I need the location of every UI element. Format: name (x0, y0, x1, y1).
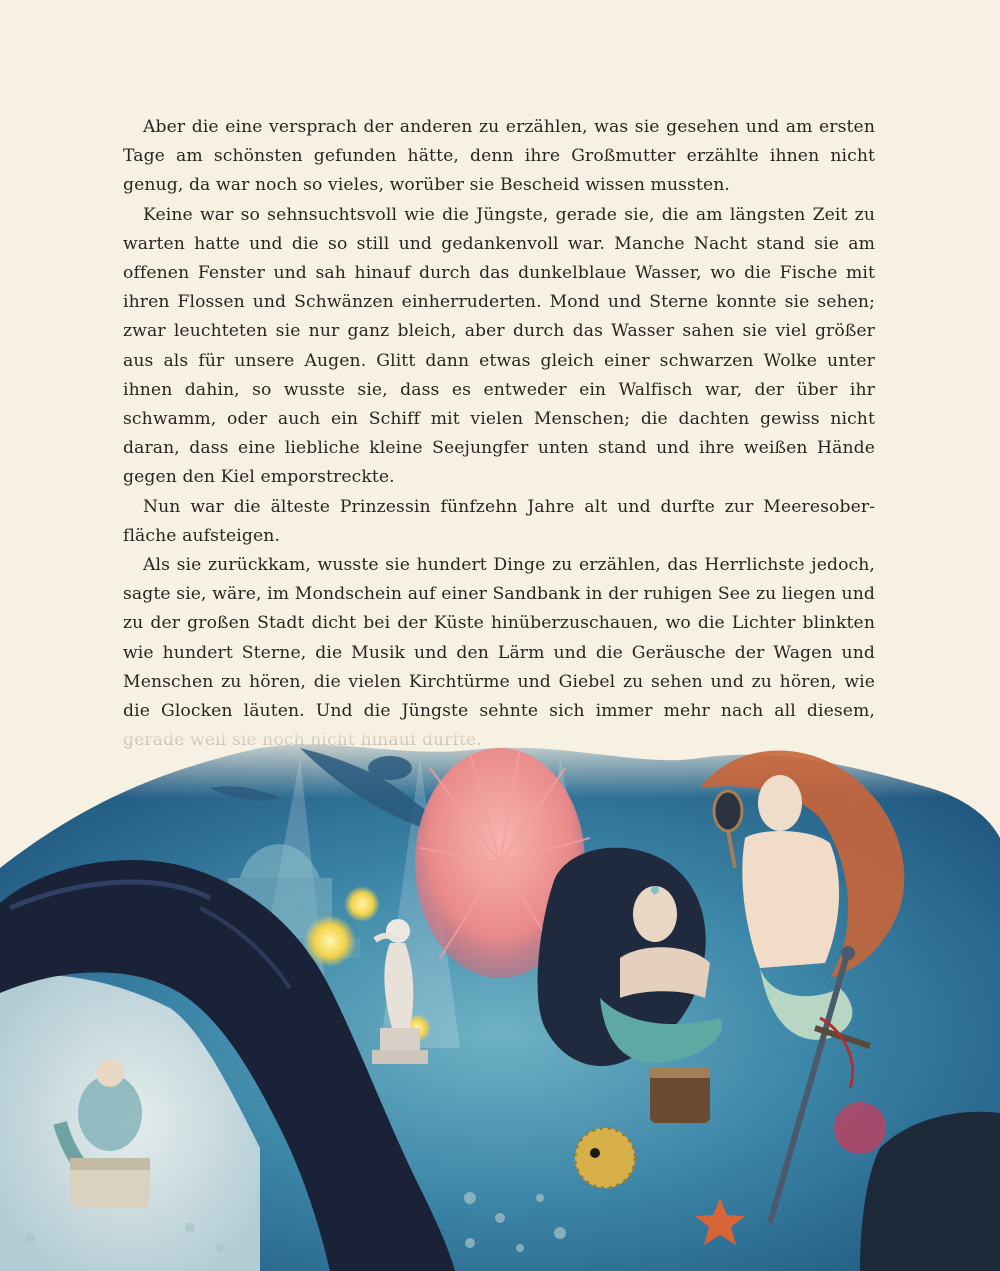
paragraph-4: Als sie zurückkam, wusste sie hundert Dinge zu erzählen, das Herrlichste jedoch, sagte sie, wäre, im Mondschein auf einer Sandbank in der ruhigen See zu liegen und zu der großen Stadt dicht bei der Küste hinüberzuschauen, wo die Lichter blinkten wie hundert Sterne, die Musik und den Lärm und die Geräusche der Wagen und Menschen zu hören, die vielen Kirchtürme und Giebel zu sehen und zu hören, wie die Glocken läuten. Und die Jüngste sehnte sich immer mehr nach all diesem, (123, 555, 875, 722)
pufferfish (575, 1128, 635, 1188)
illustration-canvas (0, 728, 1000, 1271)
paragraph-2: Keine war so sehnsuchtsvoll wie die Jüngste, gerade sie, die am längsten Zeit zu warten hatte und die so still und gedankenvoll war. Manche Nacht stand sie am offenen Fenster und sah hinauf durch das dunkelblaue Wasser, wo die Fische mit ihren Flossen und Schwänzen einherruderten. Mond und Sterne konnte sie sehen; zwar leuchteten sie nur ganz bleich, aber durch das Wasser sahen sie viel größer aus als für unsere Augen. Glitt dann etwas gleich einer schwarzen Wolke unter ihnen dahin, so wusste sie, dass es entweder ein Walfisch war, der über ihr schwamm, oder auch ein Schiff mit vielen Menschen; die dachten gewiss nicht daran, dass eine liebliche kleine Seejungfer unten stand und ihre weißen Hände gegen den Kiel emporstreckte. (123, 204, 875, 488)
underwater-illustration (0, 728, 1000, 1271)
paragraph-3: Nun war die älteste Prinzessin fünfzehn Jahre alt und durfte zur Meeresoberfläche aufsteigen. (123, 496, 875, 546)
story-text (123, 113, 875, 755)
treasure-chest-left (70, 1158, 150, 1208)
paragraph-1: Aber die eine versprach der anderen zu erzählen, was sie gesehen und am ersten Tage am schönsten gefunden hätte, denn ihre Großmutter erzählte ihnen nicht genug, da war noch so vieles, worüber sie Bescheid wissen mussten. (123, 117, 875, 196)
treasure-chest (650, 1068, 710, 1123)
sea-urchin (834, 1102, 886, 1154)
